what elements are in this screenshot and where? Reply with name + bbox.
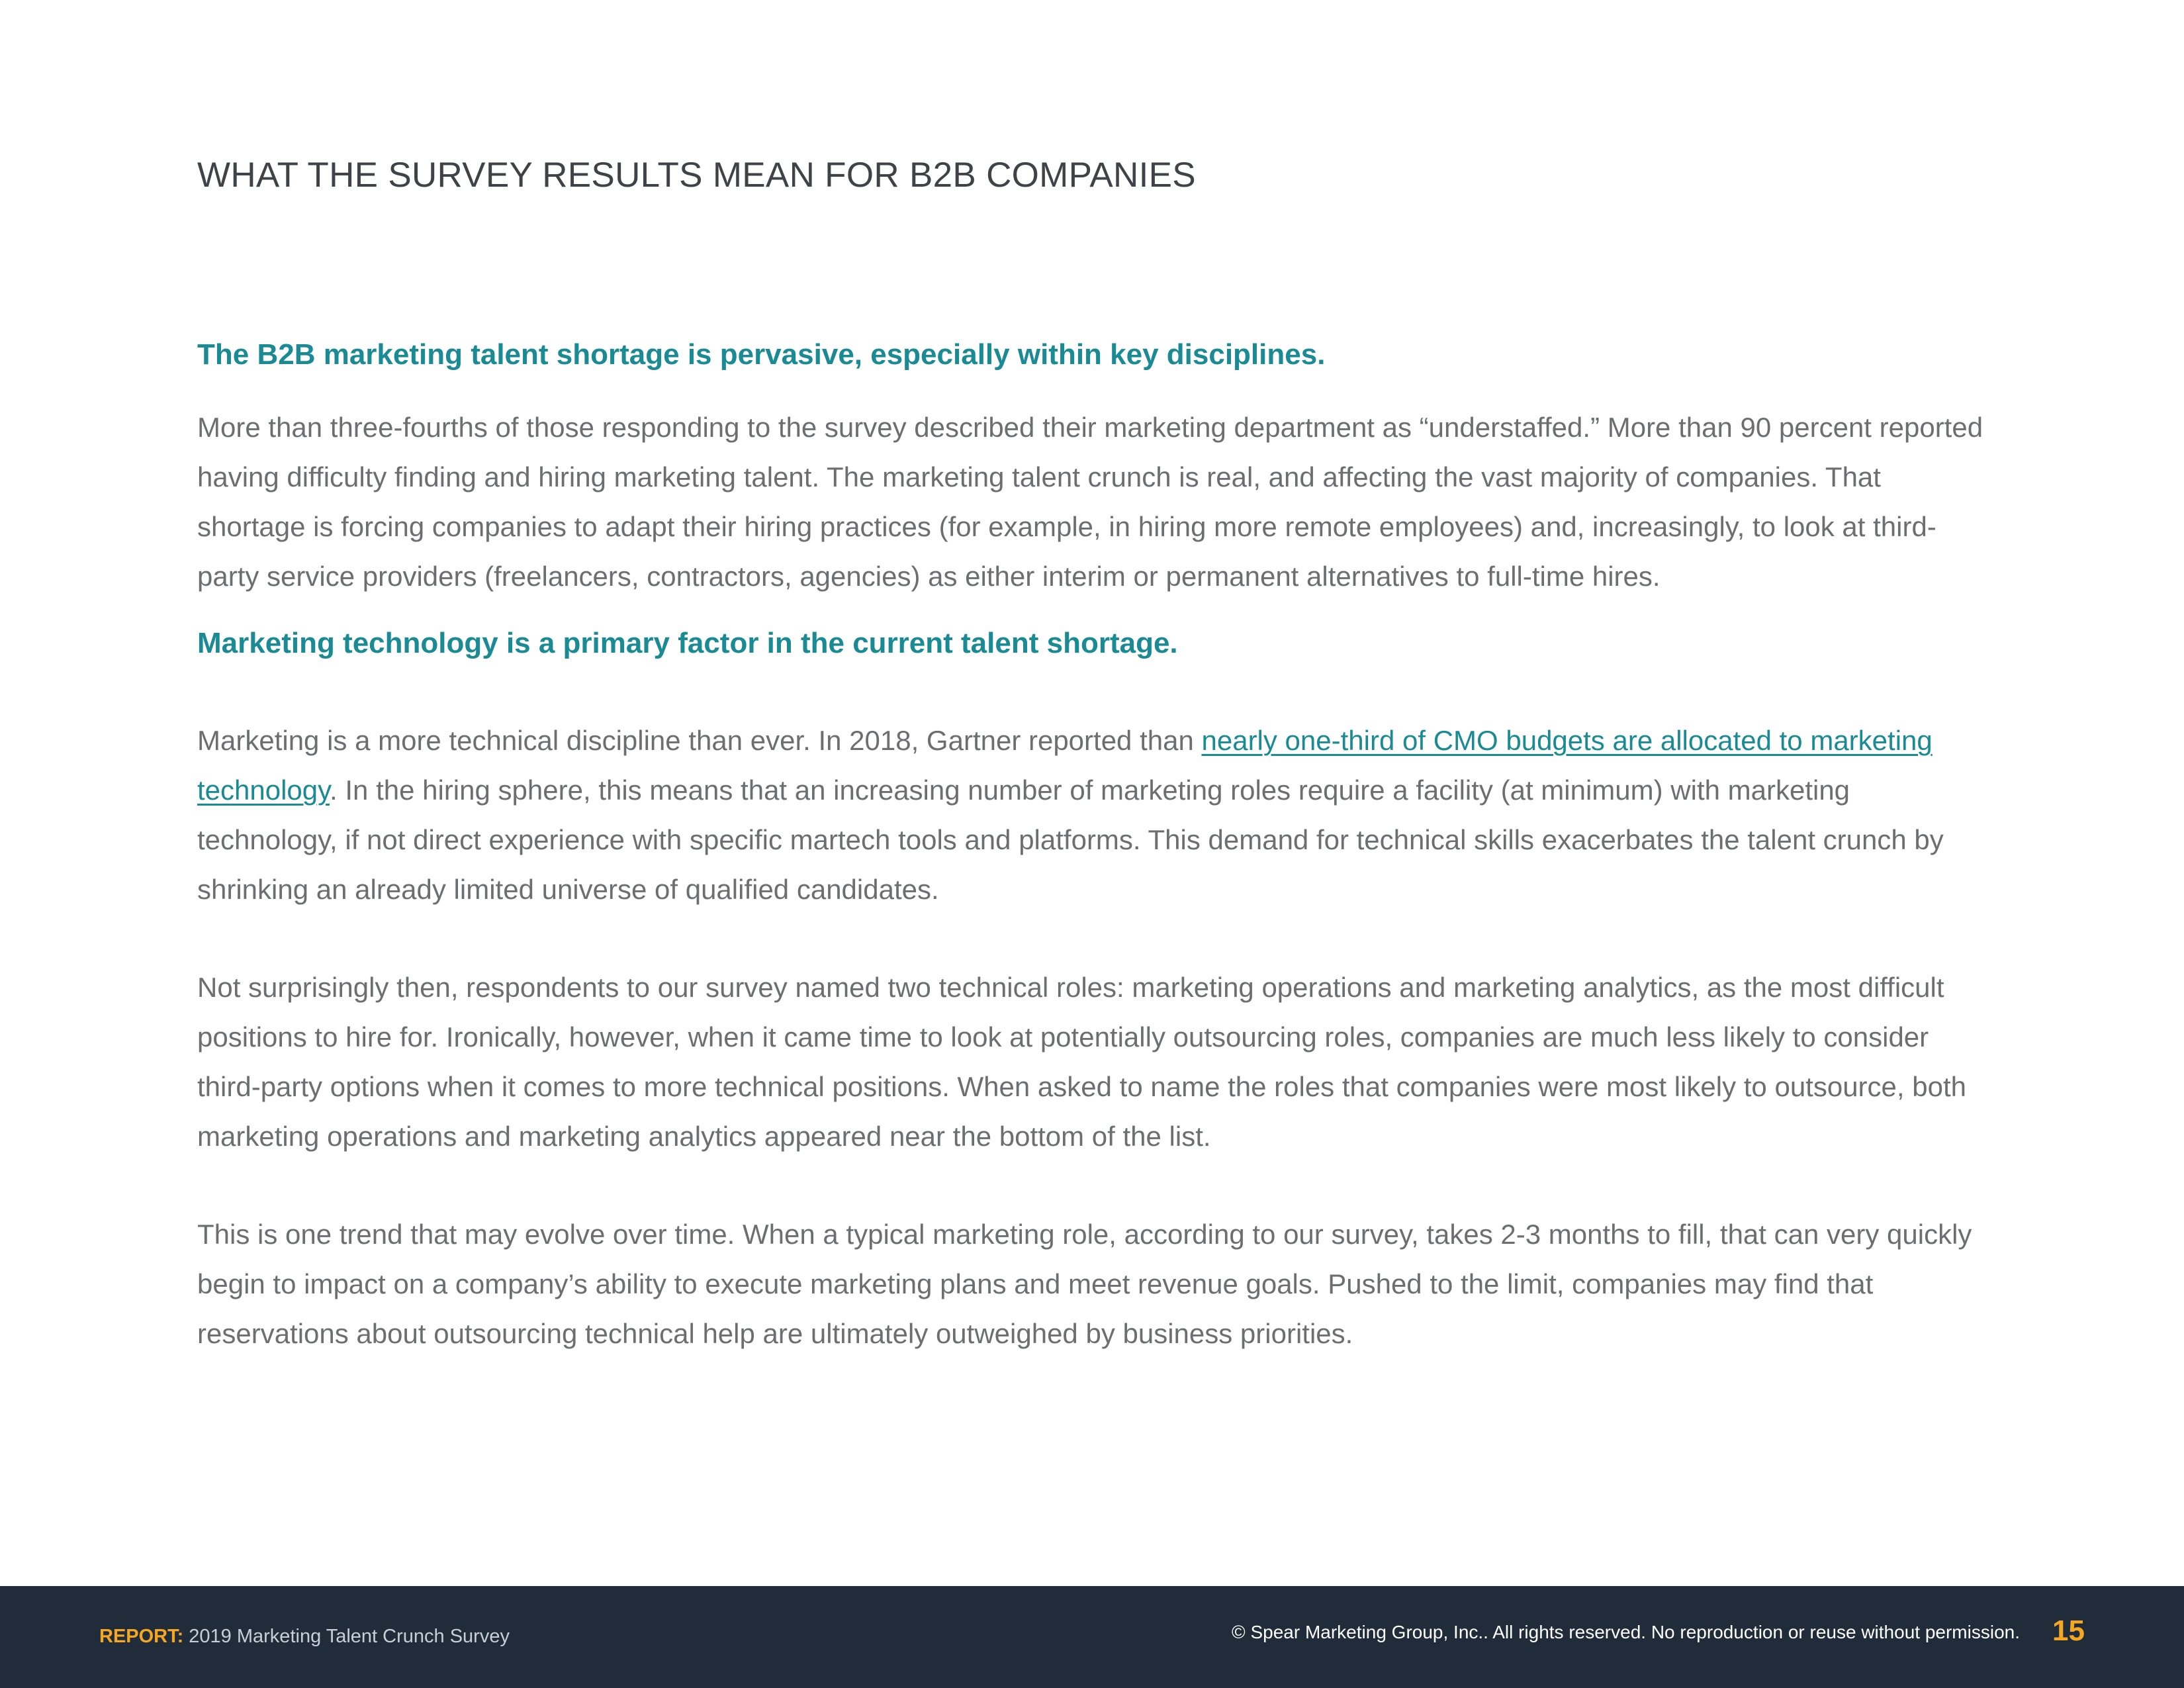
gartner-cmo-budget-link[interactable]: nearly one-third of CMO budgets are allocated to marketing technology — [197, 725, 1933, 806]
paragraph-text-after-link: . In the hiring sphere, this means that an increasing number of marketing roles require a facility (at minimum) with marketing technology, if not direct experience with specific martech tools and platforms. This demand for technical skills exacerbates the talent crunch by shrinking an already limited universe of qualified candidates. — [197, 774, 1944, 905]
footer-report-title: 2019 Marketing Talent Crunch Survey — [189, 1626, 510, 1647]
section-heading-marketing-technology: Marketing technology is a primary factor in the current talent shortage. — [197, 627, 1178, 659]
page-number: 15 — [2052, 1615, 2085, 1647]
paragraph-trend-evolution: This is one trend that may evolve over time. When a typical marketing role, according to our survey, takes 2-3 months to fill, that can very quickly begin to impact on a company’s ability to execute marketing plans and meet revenue goals. Pushed to the limit, companies may find that reservations about outsourcing technical help are ultimately outweighed by business priorities. — [197, 1219, 1972, 1349]
footer-report-label: REPORT: — [99, 1626, 184, 1647]
section-heading-talent-shortage: The B2B marketing talent shortage is pervasive, especially within key disciplines. — [197, 338, 1326, 371]
page-content — [197, 152, 1984, 1358]
paragraph-technical-roles: Not surprisingly then, respondents to our survey named two technical roles: marketing operations and marketing analytics, as the most difficult positions to hire for. Ironically, however, when it came time to look at potentially outsourcing roles, companies are much less likely to consider third-party options when it comes to more technical positions. When asked to name the roles that companies were most likely to outsource, both marketing operations and marketing analytics appeared near the bottom of the list. — [197, 972, 1966, 1152]
footer-copyright: © Spear Marketing Group, Inc.. All rights reserved. No reproduction or reuse without permission. — [1232, 1622, 2020, 1642]
paragraph-text-before-link: Marketing is a more technical discipline than ever. In 2018, Gartner reported than — [197, 725, 1202, 756]
page-title: WHAT THE SURVEY RESULTS MEAN FOR B2B COMPANIES — [197, 156, 1196, 195]
paragraph-talent-shortage: More than three-fourths of those responding to the survey described their marketing department as “understaffed.” More than 90 percent reported having difficulty finding and hiring marketing talent. The marketing talent crunch is real, and affecting the vast majority of companies. That shortage is forcing companies to adapt their hiring practices (for example, in hiring more remote employees) and, increasingly, to look at third-party service providers (freelancers, contractors, agencies) as either interim or permanent alternatives to full-time hires. — [197, 412, 1983, 592]
footer-report-info — [99, 1623, 510, 1650]
paragraph-marketing-technology — [197, 716, 1984, 914]
page-footer — [0, 1586, 2184, 1688]
